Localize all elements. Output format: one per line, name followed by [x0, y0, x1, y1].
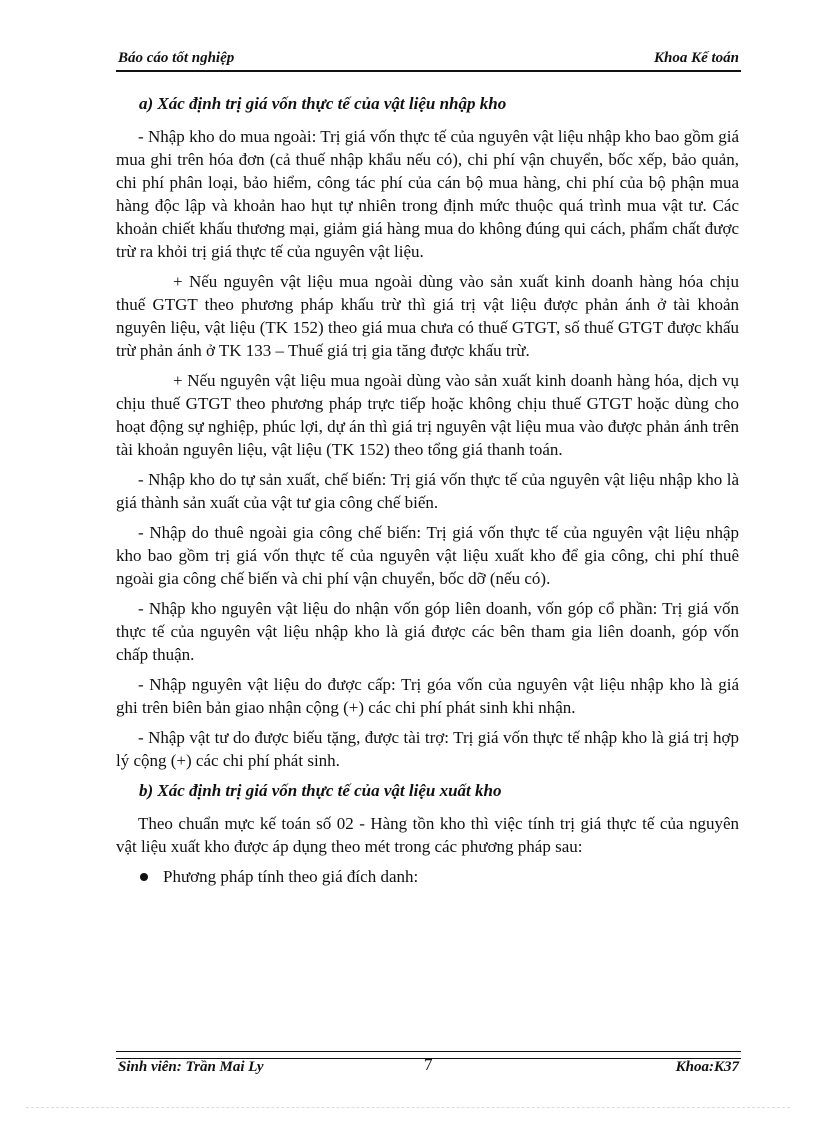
paragraph: + Nếu nguyên vật liệu mua ngoài dùng vào sản xuất kinh doanh hàng hóa chịu thuế GTGT theo phương pháp khấu trừ thì giá trị vật liệu được phản ánh ở tài khoản nguyên liệu, vật liệu (TK 152) theo giá mua chưa có thuế GTGT, số thuế GTGT được khấu trừ phản ánh ở TK 133 – Thuế giá trị gia tăng được khấu trừ. [116, 272, 739, 360]
section-heading-b: b) Xác định trị giá vốn thực tế của vật liệu xuất kho [139, 781, 502, 800]
bullet-item [116, 865, 739, 888]
document-body [116, 92, 739, 895]
header-faculty: Khoa Kế toán [653, 50, 739, 66]
paragraph: - Nhập kho nguyên vật liệu do nhận vốn góp liên doanh, vốn góp cổ phần: Trị giá vốn thực tế của nguyên vật liệu nhập kho là giá được các bên tham gia liên doanh, góp vốn chấp thuận. [116, 599, 739, 664]
paragraph: + Nếu nguyên vật liệu mua ngoài dùng vào sản xuất kinh doanh hàng hóa, dịch vụ chịu thuế GTGT theo phương pháp trực tiếp hoặc không chịu thuế GTGT hoặc dùng cho hoạt động sự nghiệp, phúc lợi, dự án thì giá trị nguyên vật liệu mua vào được phản ánh trên tài khoản nguyên liệu, vật liệu (TK 152) theo tổng giá thanh toán. [116, 371, 739, 459]
page-edge-divider [26, 1107, 790, 1108]
paragraph: - Nhập do thuê ngoài gia công chế biến: Trị giá vốn thực tế của nguyên vật liệu nhập kho bao gồm trị giá vốn thực tế của nguyên vật liệu xuất kho để gia công, chi phí thuê ngoài gia công chế biến và chi phí vận chuyển, bốc dỡ (nếu có). [116, 523, 739, 588]
header-report-title: Báo cáo tốt nghiệp [118, 50, 235, 66]
paragraph: Theo chuẩn mực kế toán số 02 - Hàng tồn kho thì việc tính trị giá thực tế của nguyên vật liệu xuất kho được áp dụng theo mét trong các phương pháp sau: [116, 814, 739, 856]
section-heading-a: a) Xác định trị giá vốn thực tế của vật liệu nhập kho [139, 94, 507, 113]
paragraph: - Nhập kho do mua ngoài: Trị giá vốn thực tế của nguyên vật liệu nhập kho bao gồm giá mua ghi trên hóa đơn (cả thuế nhập khẩu nếu có), chi phí vận chuyển, bốc xếp, bảo quản, chi phí phân loại, bảo hiểm, công tác phí của cán bộ mua hàng, chi phí của bộ phận mua hàng độc lập và khoản hao hụt tự nhiên trong định mức thuộc quá trình mua vật tư. Các khoản chiết khấu thương mại, giảm giá hàng mua do không đúng qui cách, phẩm chất được trừ ra khỏi trị giá thực tế của nguyên vật liệu. [116, 127, 739, 261]
page-header [116, 48, 741, 72]
paragraph: - Nhập vật tư do được biếu tặng, được tài trợ: Trị giá vốn thực tế nhập kho là giá trị hợp lý cộng (+) các chi phí phát sinh. [116, 728, 739, 770]
page-number: 7 [424, 1055, 433, 1074]
page-footer [116, 1055, 741, 1079]
footer-course: Khoa:K37 [675, 1059, 739, 1075]
paragraph: - Nhập nguyên vật liệu do được cấp: Trị góa vốn của nguyên vật liệu nhập kho là giá ghi trên biên bản giao nhận cộng (+) các chi phí phát sinh khi nhận. [116, 675, 739, 717]
bullet-icon [140, 873, 148, 881]
bullet-text: Phương pháp tính theo giá đích danh: [163, 867, 419, 886]
footer-student: Sinh viên: Trần Mai Ly [118, 1059, 264, 1075]
paragraph: - Nhập kho do tự sản xuất, chế biến: Trị giá vốn thực tế của nguyên vật liệu nhập kho là giá thành sản xuất của vật tư gia công chế biến. [116, 470, 739, 512]
